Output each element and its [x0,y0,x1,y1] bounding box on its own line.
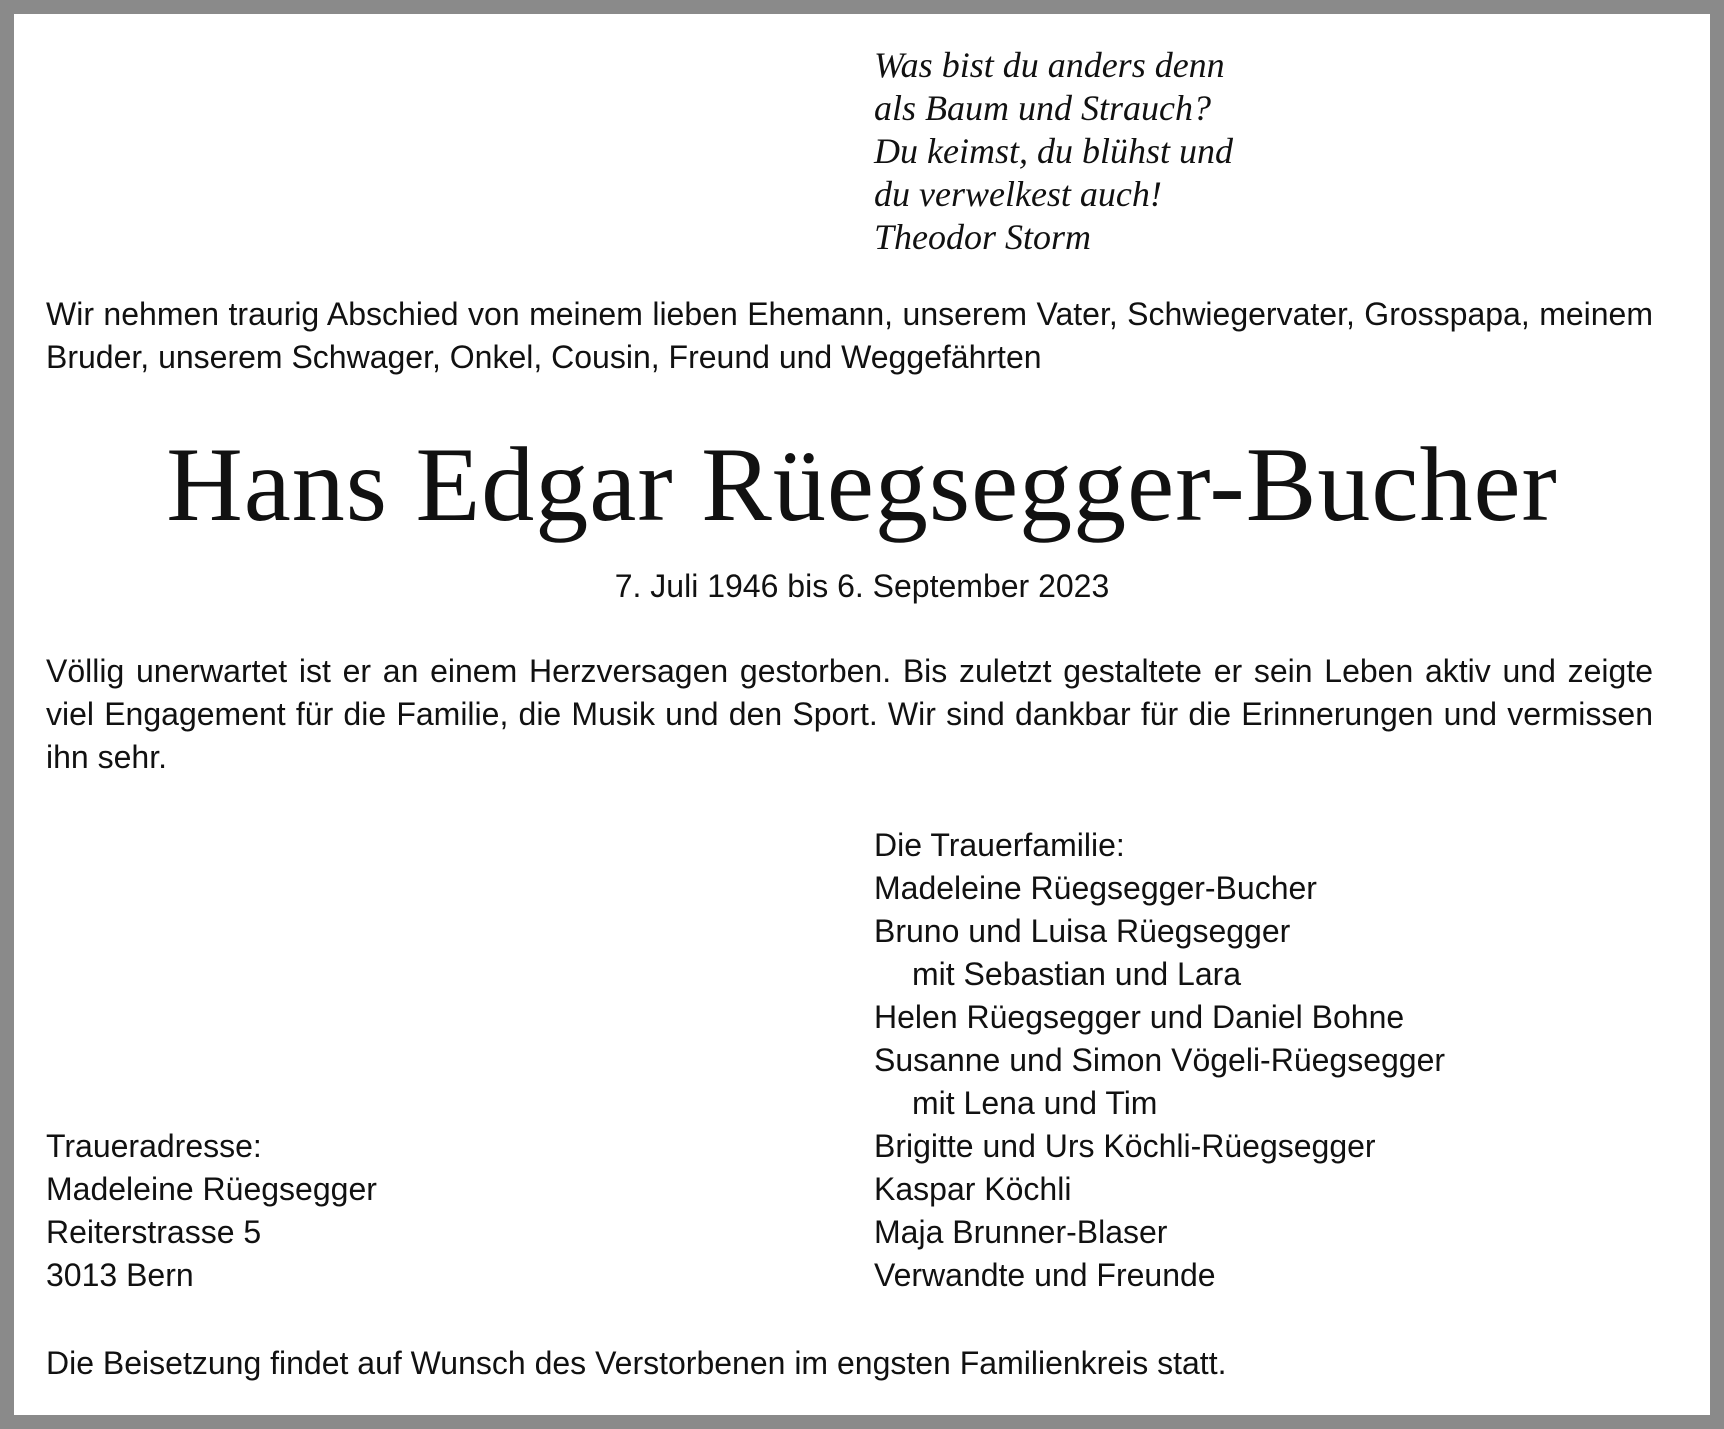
life-dates: 7. Juli 1946 bis 6. September 2023 [614,568,1110,604]
message-paragraph: Völlig unerwartet ist er an einem Herzversagen gestorben. Bis zuletzt gestaltete er sein Leben aktiv und zeigte viel Engagement für die Familie, die Musik und den Sport. Wir sind dankbar für die Erinnerungen und vermissen ihn sehr. [46,653,1653,775]
poem-author: Theodor Storm [874,217,1092,257]
poem-line: Was bist du anders denn [874,45,1225,85]
address-heading: Traueradresse: [46,1128,262,1164]
family-member: Bruno und Luisa Rüegsegger [874,913,1291,949]
family-member: Maja Brunner-Blaser [874,1214,1168,1250]
family-member: Brigitte und Urs Köchli-Rüegsegger [874,1128,1376,1164]
address-name: Madeleine Rüegsegger [46,1171,377,1207]
family-member: Madeleine Rüegsegger-Bucher [874,870,1317,906]
family-member: Helen Rüegsegger und Daniel Bohne [874,999,1405,1035]
family-member: mit Sebastian und Lara [912,956,1242,992]
family-member: Verwandte und Freunde [874,1257,1216,1293]
poem-quote [874,44,1233,259]
poem-line: als Baum und Strauch? [874,88,1211,128]
address-city: 3013 Bern [46,1257,194,1293]
family-member: Susanne und Simon Vögeli-Rüegsegger [874,1042,1446,1078]
deceased-name: Hans Edgar Rüegsegger-Bucher [166,426,1558,543]
poem-line: du verwelkest auch! [874,174,1162,214]
family-member: mit Lena und Tim [912,1085,1158,1121]
family-heading: Die Trauerfamilie: [874,827,1125,863]
family-list [874,824,1445,1297]
mourning-address [46,1125,377,1297]
poem-line: Du keimst, du blühst und [874,131,1233,171]
family-member: Kaspar Köchli [874,1171,1072,1207]
intro-paragraph: Wir nehmen traurig Abschied von meinem lieben Ehemann, unserem Vater, Schwiegervater, Grosspapa, meinem Bruder, unserem Schwager, Onkel, Cousin, Freund und Weggefährten [46,296,1653,375]
burial-note: Die Beisetzung findet auf Wunsch des Verstorbenen im engsten Familienkreis statt. [46,1345,1227,1381]
address-street: Reiterstrasse 5 [46,1214,262,1250]
